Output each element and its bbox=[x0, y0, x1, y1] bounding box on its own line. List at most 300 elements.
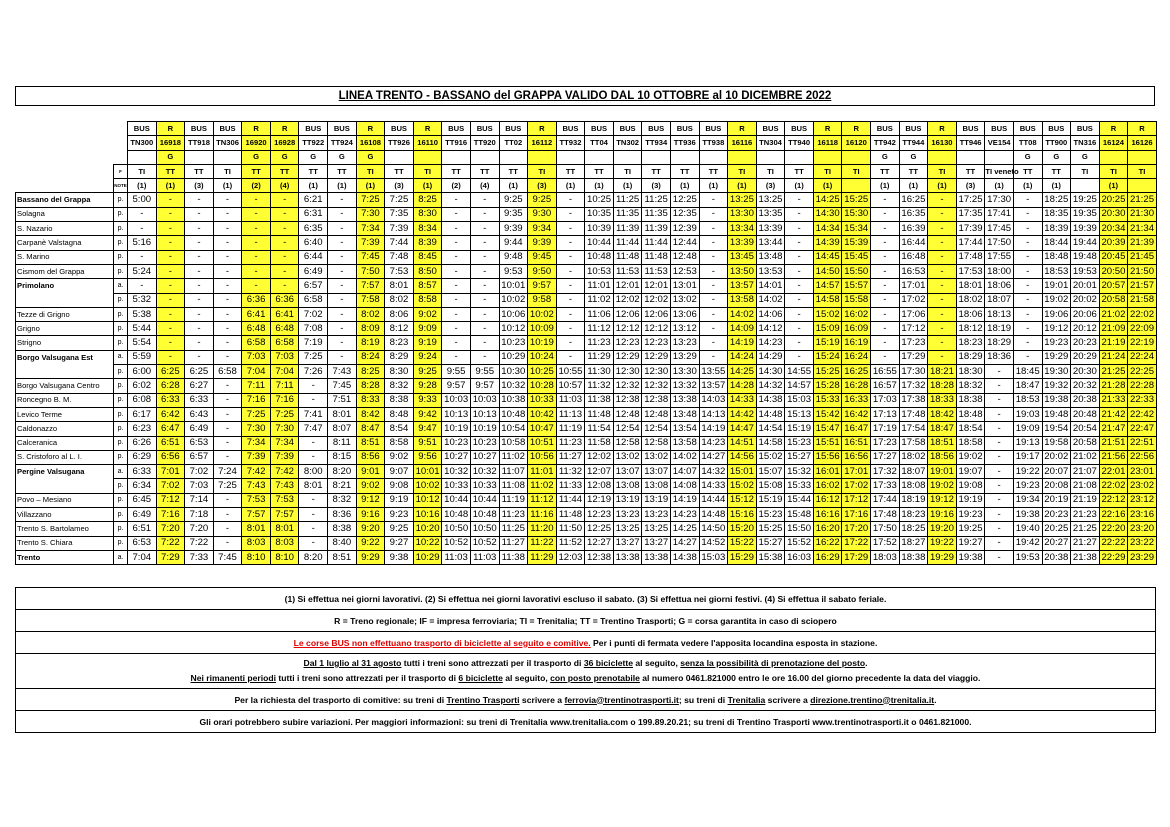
guaranteed-cell bbox=[442, 150, 471, 164]
time-cell: - bbox=[242, 193, 271, 207]
time-cell: 13:44 bbox=[756, 236, 785, 250]
time-cell: 15:09 bbox=[813, 322, 842, 336]
time-cell: 23:29 bbox=[1128, 550, 1157, 564]
time-cell: 11:23 bbox=[499, 508, 528, 522]
time-cell: 11:32 bbox=[556, 465, 585, 479]
time-cell: 8:06 bbox=[385, 307, 414, 321]
time-cell: 10:12 bbox=[499, 322, 528, 336]
time-cell: 10:28 bbox=[528, 379, 557, 393]
time-cell: - bbox=[985, 422, 1014, 436]
service-type-cell: BUS bbox=[185, 122, 214, 136]
arrival-departure-flag: a. bbox=[114, 465, 128, 479]
time-cell: 6:56 bbox=[156, 450, 185, 464]
time-cell: 16:33 bbox=[842, 393, 871, 407]
note-ref-cell: (1) bbox=[499, 179, 528, 193]
time-cell: 18:19 bbox=[985, 322, 1014, 336]
time-cell: 17:35 bbox=[956, 207, 985, 221]
time-cell: 11:48 bbox=[613, 250, 642, 264]
time-cell: 20:39 bbox=[1099, 236, 1128, 250]
time-cell: 15:03 bbox=[699, 550, 728, 564]
time-cell: - bbox=[985, 393, 1014, 407]
time-cell: 7:39 bbox=[270, 450, 299, 464]
time-cell: 6:28 bbox=[156, 379, 185, 393]
notes-text: scrivere a bbox=[765, 694, 811, 705]
time-cell: 19:01 bbox=[1042, 279, 1071, 293]
operator-cell: TT bbox=[499, 164, 528, 178]
time-cell: 13:30 bbox=[670, 365, 699, 379]
time-cell: 17:22 bbox=[842, 536, 871, 550]
time-cell: - bbox=[928, 193, 957, 207]
note-ref-cell: (2) bbox=[442, 179, 471, 193]
service-type-cell: BUS bbox=[1071, 122, 1100, 136]
time-cell: 17:29 bbox=[842, 550, 871, 564]
time-cell: 17:44 bbox=[871, 493, 900, 507]
time-cell: - bbox=[985, 536, 1014, 550]
time-cell: 8:19 bbox=[356, 336, 385, 350]
notes-booking: con posto prenotabile bbox=[550, 673, 640, 683]
time-cell: - bbox=[299, 393, 328, 407]
operator-cell: TI bbox=[613, 164, 642, 178]
service-type-cell: BUS bbox=[642, 122, 671, 136]
time-cell: 9:27 bbox=[385, 536, 414, 550]
service-type-cell: R bbox=[270, 122, 299, 136]
note-ref-cell: (1) bbox=[785, 179, 814, 193]
time-cell: 11:38 bbox=[499, 550, 528, 564]
time-cell: 7:34 bbox=[242, 436, 271, 450]
time-cell: 12:19 bbox=[585, 493, 614, 507]
time-cell: 11:02 bbox=[585, 293, 614, 307]
time-cell: - bbox=[556, 236, 585, 250]
time-cell: 6:21 bbox=[299, 193, 328, 207]
time-cell: 6:49 bbox=[185, 422, 214, 436]
time-cell: 10:48 bbox=[499, 407, 528, 421]
time-cell: 9:50 bbox=[528, 264, 557, 278]
time-cell: - bbox=[328, 350, 357, 364]
time-cell: 8:00 bbox=[299, 465, 328, 479]
time-cell: 14:57 bbox=[813, 279, 842, 293]
time-cell: 13:23 bbox=[642, 508, 671, 522]
time-cell: 18:38 bbox=[899, 550, 928, 564]
arrival-departure-flag: p. bbox=[114, 264, 128, 278]
time-cell: - bbox=[299, 508, 328, 522]
time-cell: 13:23 bbox=[670, 336, 699, 350]
time-cell: 19:25 bbox=[956, 522, 985, 536]
time-cell: 17:32 bbox=[899, 379, 928, 393]
time-cell: 10:56 bbox=[528, 450, 557, 464]
time-cell: - bbox=[871, 322, 900, 336]
time-cell: 7:25 bbox=[356, 193, 385, 207]
time-cell: 17:48 bbox=[956, 250, 985, 264]
note-ref-cell: (1) bbox=[156, 179, 185, 193]
time-cell: 14:51 bbox=[728, 436, 757, 450]
table-row bbox=[16, 422, 1157, 436]
time-cell: - bbox=[328, 250, 357, 264]
time-cell: - bbox=[928, 279, 957, 293]
time-cell: 18:23 bbox=[956, 336, 985, 350]
time-cell: 17:52 bbox=[871, 536, 900, 550]
time-cell: - bbox=[871, 207, 900, 221]
time-cell: 15:22 bbox=[728, 536, 757, 550]
time-cell: - bbox=[985, 508, 1014, 522]
guaranteed-cell: G bbox=[156, 150, 185, 164]
time-cell: 22:02 bbox=[1128, 307, 1157, 321]
time-cell: 6:57 bbox=[185, 450, 214, 464]
time-cell: - bbox=[470, 307, 499, 321]
time-cell: 9:57 bbox=[442, 379, 471, 393]
time-cell: 6:53 bbox=[128, 536, 157, 550]
email-link-tt[interactable]: ferrovia@trentinotrasporti.it bbox=[564, 694, 679, 705]
service-type-cell: BUS bbox=[899, 122, 928, 136]
time-cell: 19:02 bbox=[956, 450, 985, 464]
time-cell: 10:33 bbox=[442, 479, 471, 493]
time-cell: 19:32 bbox=[1042, 379, 1071, 393]
time-cell: 10:33 bbox=[528, 393, 557, 407]
time-cell: 18:47 bbox=[1013, 379, 1042, 393]
note-ref-cell: (4) bbox=[270, 179, 299, 193]
time-cell: 17:33 bbox=[871, 479, 900, 493]
time-cell: 21:08 bbox=[1071, 479, 1100, 493]
time-cell: 9:08 bbox=[385, 479, 414, 493]
time-cell: 8:58 bbox=[413, 293, 442, 307]
guaranteed-cell bbox=[670, 150, 699, 164]
guaranteed-cell: G bbox=[270, 150, 299, 164]
time-cell: 18:44 bbox=[1042, 236, 1071, 250]
time-cell: - bbox=[556, 307, 585, 321]
time-cell: 11:25 bbox=[613, 193, 642, 207]
arrival-departure-flag: p. bbox=[114, 336, 128, 350]
time-cell: - bbox=[185, 236, 214, 250]
time-cell: 10:12 bbox=[413, 493, 442, 507]
time-cell: 18:51 bbox=[928, 436, 957, 450]
time-cell: - bbox=[556, 322, 585, 336]
operator-cell: TT bbox=[556, 164, 585, 178]
time-cell: - bbox=[985, 479, 1014, 493]
stop-name: Levico Terme bbox=[16, 407, 114, 421]
time-cell: 11:20 bbox=[528, 522, 557, 536]
time-cell: 8:03 bbox=[270, 536, 299, 550]
time-cell: 19:42 bbox=[1013, 536, 1042, 550]
time-cell: 19:39 bbox=[1071, 222, 1100, 236]
time-cell: 16:16 bbox=[813, 508, 842, 522]
service-type-cell: R bbox=[813, 122, 842, 136]
time-cell: - bbox=[785, 307, 814, 321]
time-cell: - bbox=[699, 307, 728, 321]
time-cell: 12:48 bbox=[642, 407, 671, 421]
time-cell: - bbox=[1013, 350, 1042, 364]
time-cell: 18:48 bbox=[956, 407, 985, 421]
time-cell: 19:19 bbox=[956, 493, 985, 507]
time-cell: - bbox=[470, 350, 499, 364]
time-cell: 9:39 bbox=[528, 236, 557, 250]
service-type-cell: R bbox=[842, 122, 871, 136]
time-cell: - bbox=[1013, 207, 1042, 221]
time-cell: 12:30 bbox=[642, 365, 671, 379]
time-cell: 11:19 bbox=[499, 493, 528, 507]
time-cell: - bbox=[185, 222, 214, 236]
time-cell: 17:50 bbox=[871, 522, 900, 536]
time-cell: 18:25 bbox=[899, 522, 928, 536]
time-cell: 9:02 bbox=[385, 450, 414, 464]
time-cell: 21:23 bbox=[1071, 508, 1100, 522]
service-type-cell: BUS bbox=[213, 122, 242, 136]
time-cell: 10:33 bbox=[470, 479, 499, 493]
time-cell: 9:55 bbox=[442, 365, 471, 379]
time-cell: - bbox=[871, 193, 900, 207]
time-cell: 19:58 bbox=[1042, 436, 1071, 450]
time-cell: 11:19 bbox=[556, 422, 585, 436]
notes-info: Gli orari potrebbero subire variazioni. Per maggiori informazioni: su treni di Trenitalia www.trenitalia.com o 199.89.20.21; su treni di Trentino Trasporti www.trentinotrasporti.it o 0461.821000. bbox=[16, 711, 1156, 733]
table-row bbox=[16, 250, 1157, 264]
stop-name: Borgo Valsugana Centro bbox=[16, 379, 114, 393]
time-cell: 7:03 bbox=[185, 479, 214, 493]
time-cell: 8:51 bbox=[356, 436, 385, 450]
notes-bus-stops: Per i punti di fermata vedere l'apposita locandina esposta in stazione. bbox=[590, 637, 878, 648]
time-cell: 8:47 bbox=[356, 422, 385, 436]
time-cell: 9:12 bbox=[356, 493, 385, 507]
time-cell: 6:33 bbox=[185, 393, 214, 407]
time-cell: 10:29 bbox=[413, 550, 442, 564]
note-ref-cell bbox=[1071, 179, 1100, 193]
time-cell: - bbox=[442, 250, 471, 264]
time-cell: 18:47 bbox=[928, 422, 957, 436]
time-cell: 16:09 bbox=[842, 322, 871, 336]
time-cell: 8:32 bbox=[328, 493, 357, 507]
time-cell: 11:23 bbox=[556, 436, 585, 450]
time-cell: 11:39 bbox=[642, 222, 671, 236]
time-cell: - bbox=[270, 279, 299, 293]
time-cell: 15:42 bbox=[813, 407, 842, 421]
time-cell: 6:58 bbox=[213, 365, 242, 379]
time-cell: 18:07 bbox=[985, 293, 1014, 307]
time-cell: 14:54 bbox=[756, 422, 785, 436]
time-cell: - bbox=[299, 450, 328, 464]
time-cell: 11:29 bbox=[528, 550, 557, 564]
time-cell: 18:48 bbox=[1042, 250, 1071, 264]
note-ref-cell: (1) bbox=[699, 179, 728, 193]
notes-bike-count: 6 biciclette bbox=[458, 673, 503, 683]
arrival-departure-flag: p. bbox=[114, 193, 128, 207]
header-spacer bbox=[16, 150, 114, 164]
time-cell: 12:38 bbox=[613, 393, 642, 407]
stop-name: Trento S. Chiara bbox=[16, 536, 114, 550]
service-number-cell: TN316 bbox=[1071, 136, 1100, 150]
guaranteed-cell bbox=[470, 150, 499, 164]
time-cell: 9:42 bbox=[413, 407, 442, 421]
time-cell: 14:52 bbox=[699, 536, 728, 550]
time-cell: - bbox=[128, 222, 157, 236]
arrival-departure-flag: p. bbox=[114, 293, 128, 307]
time-cell: 19:35 bbox=[1071, 207, 1100, 221]
time-cell: - bbox=[185, 250, 214, 264]
table-row bbox=[16, 236, 1157, 250]
time-cell: 10:44 bbox=[442, 493, 471, 507]
time-cell: 20:23 bbox=[1071, 336, 1100, 350]
time-cell: - bbox=[928, 222, 957, 236]
stop-name: Povo – Mesiano bbox=[16, 493, 114, 507]
time-cell: 6:51 bbox=[128, 522, 157, 536]
time-cell: - bbox=[328, 264, 357, 278]
note-ref-cell: (1) bbox=[985, 179, 1014, 193]
time-cell: 17:02 bbox=[899, 293, 928, 307]
time-cell: 7:43 bbox=[242, 479, 271, 493]
time-cell: 6:33 bbox=[128, 465, 157, 479]
note-ref-cell: (1) bbox=[813, 179, 842, 193]
operator-cell: TI bbox=[756, 164, 785, 178]
guaranteed-cell bbox=[585, 150, 614, 164]
time-cell: 14:39 bbox=[813, 236, 842, 250]
service-number-cell: 16116 bbox=[728, 136, 757, 150]
time-cell: 12:48 bbox=[670, 250, 699, 264]
time-cell: - bbox=[871, 250, 900, 264]
arrival-departure-flag: p. bbox=[114, 322, 128, 336]
time-cell: 18:53 bbox=[1042, 264, 1071, 278]
time-cell: 5:00 bbox=[128, 193, 157, 207]
time-cell: - bbox=[299, 536, 328, 550]
time-cell: 22:47 bbox=[1128, 422, 1157, 436]
time-cell: 7:30 bbox=[356, 207, 385, 221]
time-cell: 19:30 bbox=[1042, 365, 1071, 379]
table-row bbox=[16, 207, 1157, 221]
arrival-departure-flag: p. bbox=[114, 236, 128, 250]
time-cell: 16:20 bbox=[813, 522, 842, 536]
arrival-departure-flag: p. bbox=[114, 479, 128, 493]
time-cell: 13:39 bbox=[728, 236, 757, 250]
time-cell: 9:30 bbox=[528, 207, 557, 221]
time-cell: 18:45 bbox=[1013, 365, 1042, 379]
time-cell: 18:01 bbox=[956, 279, 985, 293]
time-cell: - bbox=[928, 293, 957, 307]
stop-name: Borgo Valsugana Est bbox=[16, 350, 114, 364]
time-cell: 15:02 bbox=[813, 307, 842, 321]
time-cell: 7:57 bbox=[242, 508, 271, 522]
time-cell: 19:38 bbox=[1013, 508, 1042, 522]
operator-cell: TI bbox=[528, 164, 557, 178]
time-cell: 21:34 bbox=[1128, 222, 1157, 236]
time-cell: - bbox=[470, 250, 499, 264]
time-cell: 10:44 bbox=[470, 493, 499, 507]
arrival-departure-flag: p. bbox=[114, 536, 128, 550]
time-cell: 5:38 bbox=[128, 307, 157, 321]
time-cell: 15:02 bbox=[728, 479, 757, 493]
notes-abbreviations: R = Treno regionale; IF = impresa ferroviaria; TI = Trenitalia; TT = Trentino Trasporti; G = corsa garantita in caso di sciopero bbox=[16, 610, 1156, 632]
time-cell: 18:29 bbox=[956, 350, 985, 364]
time-cell: 16:42 bbox=[842, 407, 871, 421]
time-cell: 14:02 bbox=[728, 307, 757, 321]
time-cell: 13:29 bbox=[670, 350, 699, 364]
time-cell: 9:39 bbox=[499, 222, 528, 236]
time-cell: 9:34 bbox=[528, 222, 557, 236]
service-number-cell: TT940 bbox=[785, 136, 814, 150]
time-cell: 15:45 bbox=[842, 250, 871, 264]
guaranteed-cell: G bbox=[1013, 150, 1042, 164]
time-cell: - bbox=[213, 379, 242, 393]
time-cell: - bbox=[1013, 264, 1042, 278]
time-cell: 17:29 bbox=[899, 350, 928, 364]
table-row bbox=[16, 493, 1157, 507]
time-cell: 18:21 bbox=[928, 365, 957, 379]
time-cell: - bbox=[470, 322, 499, 336]
time-cell: 16:25 bbox=[842, 365, 871, 379]
time-cell: 14:19 bbox=[728, 336, 757, 350]
time-cell: 6:45 bbox=[128, 493, 157, 507]
time-cell: 6:51 bbox=[156, 436, 185, 450]
time-cell: 21:56 bbox=[1099, 450, 1128, 464]
time-cell: - bbox=[128, 207, 157, 221]
time-cell: - bbox=[442, 293, 471, 307]
time-cell: - bbox=[242, 207, 271, 221]
table-row bbox=[16, 479, 1157, 493]
time-cell: 16:28 bbox=[842, 379, 871, 393]
service-number-cell: TT922 bbox=[299, 136, 328, 150]
time-cell: - bbox=[213, 236, 242, 250]
time-cell: 8:07 bbox=[328, 422, 357, 436]
time-cell: - bbox=[985, 493, 1014, 507]
time-cell: 7:25 bbox=[385, 193, 414, 207]
time-cell: 10:44 bbox=[585, 236, 614, 250]
time-cell: - bbox=[928, 322, 957, 336]
time-cell: - bbox=[328, 207, 357, 221]
time-cell: 6:33 bbox=[156, 393, 185, 407]
time-cell: 6:36 bbox=[242, 293, 271, 307]
time-cell: - bbox=[699, 250, 728, 264]
time-cell: - bbox=[156, 250, 185, 264]
time-cell: 8:32 bbox=[385, 379, 414, 393]
time-cell: 14:30 bbox=[756, 365, 785, 379]
time-cell: - bbox=[328, 336, 357, 350]
time-cell: 11:27 bbox=[499, 536, 528, 550]
time-cell: 23:01 bbox=[1128, 465, 1157, 479]
time-cell: 18:08 bbox=[899, 479, 928, 493]
time-cell: 11:02 bbox=[528, 479, 557, 493]
time-cell: 12:07 bbox=[585, 465, 614, 479]
time-cell: 19:44 bbox=[1071, 236, 1100, 250]
time-cell: 20:38 bbox=[1042, 550, 1071, 564]
table-row bbox=[16, 222, 1157, 236]
time-cell: 6:43 bbox=[185, 407, 214, 421]
time-cell: 6:40 bbox=[299, 236, 328, 250]
table-row bbox=[16, 365, 1157, 379]
email-link-ti[interactable]: direzione.trentino@trenitalia.it bbox=[810, 694, 935, 705]
time-cell: 19:25 bbox=[1071, 193, 1100, 207]
time-cell: 14:25 bbox=[670, 522, 699, 536]
time-cell: 18:29 bbox=[985, 336, 1014, 350]
time-cell: 9:25 bbox=[385, 522, 414, 536]
time-cell: 11:03 bbox=[470, 550, 499, 564]
table-row bbox=[16, 307, 1157, 321]
time-cell: 7:25 bbox=[242, 407, 271, 421]
service-number-cell: TT900 bbox=[1042, 136, 1071, 150]
operator-cell: TI veneto bbox=[985, 164, 1014, 178]
time-cell: 9:33 bbox=[413, 393, 442, 407]
time-cell: 8:24 bbox=[356, 350, 385, 364]
time-cell: 7:58 bbox=[356, 293, 385, 307]
time-cell: 9:20 bbox=[356, 522, 385, 536]
time-cell: - bbox=[156, 307, 185, 321]
guaranteed-cell: G bbox=[356, 150, 385, 164]
time-cell: 17:38 bbox=[899, 393, 928, 407]
operator-cell: TT bbox=[185, 164, 214, 178]
header-lead-label bbox=[114, 150, 128, 164]
time-cell: 8:01 bbox=[270, 522, 299, 536]
service-number-cell: TT04 bbox=[585, 136, 614, 150]
time-cell: 19:03 bbox=[1013, 407, 1042, 421]
arrival-departure-flag: p. bbox=[114, 379, 128, 393]
time-cell: 6:36 bbox=[270, 293, 299, 307]
time-cell: 17:39 bbox=[956, 222, 985, 236]
time-cell: 15:34 bbox=[842, 222, 871, 236]
time-cell: 11:01 bbox=[585, 279, 614, 293]
time-cell: 19:23 bbox=[956, 508, 985, 522]
